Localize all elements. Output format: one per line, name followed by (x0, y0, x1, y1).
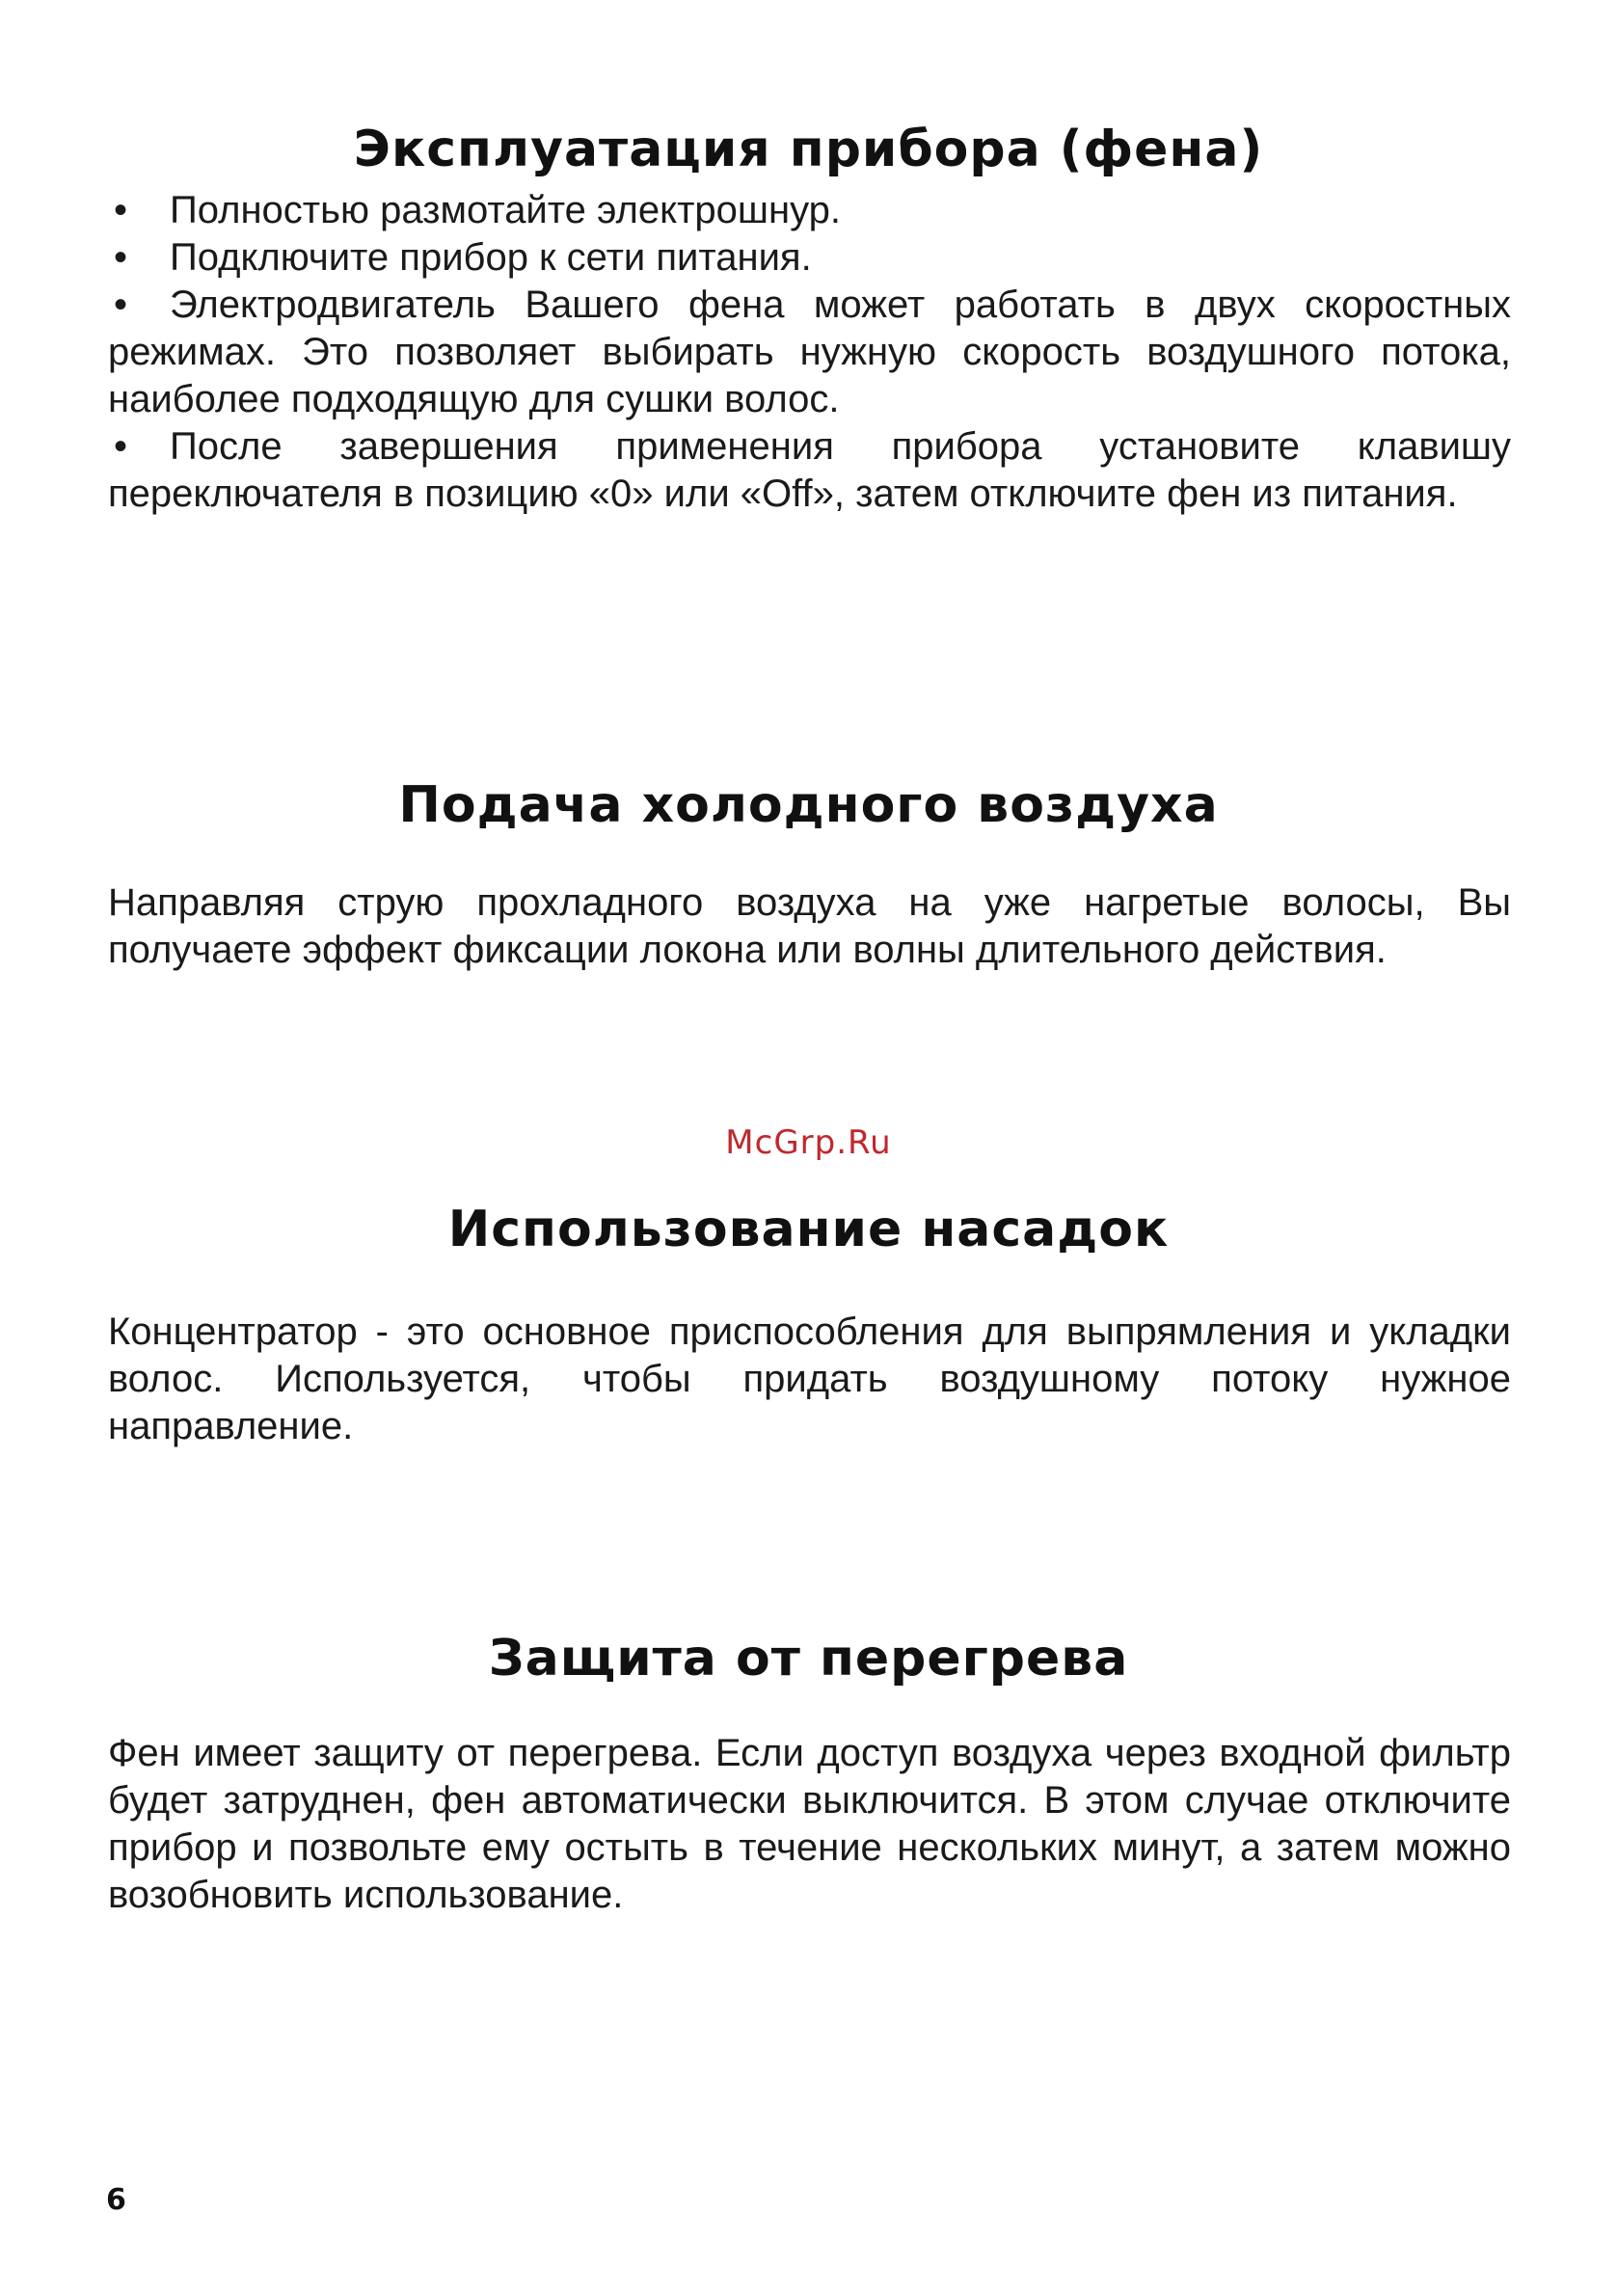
operation-section (108, 187, 1511, 518)
list-item (108, 282, 1511, 423)
heading-operation: Эксплуатация прибора (фена) (353, 121, 1264, 178)
heading-attachments: Использование насадок (447, 1201, 1170, 1258)
bullet-icon: • (114, 189, 128, 231)
bullet-icon: • (114, 425, 128, 468)
list-item-text: После завершения применения прибора установите клавишу переключателя в позицию «0» или «Off», затем отключите фен из питания. (108, 425, 1511, 515)
list-item (108, 234, 1511, 282)
list-item (108, 187, 1511, 234)
watermark: McGrp.Ru (725, 1123, 892, 1162)
list-item-text: Подключите прибор к сети питания. (170, 236, 812, 279)
list-item-text: Полностью размотайте электрошнур. (170, 189, 841, 231)
bullet-icon: • (114, 236, 128, 279)
heading-overheat: Защита от перегрева (488, 1630, 1129, 1688)
cold-air-text: Направляя струю прохладного воздуха на уже нагретые волосы, Вы получаете эффект фиксации локона или волны длительного действия. (108, 881, 1511, 971)
bullet-icon: • (114, 284, 128, 326)
page-number: 6 (106, 2183, 126, 2217)
operation-bullet-list (108, 187, 1511, 518)
list-item (108, 423, 1511, 518)
attachments-text: Концентратор - это основное приспособления для выпрямления и укладки волос. Используется, чтобы придать воздушному потоку нужное направление. (108, 1310, 1511, 1447)
overheat-text: Фен имеет защиту от перегрева. Если доступ воздуха через входной фильтр будет затруднен, фен автоматически выключится. В этом случае отключите прибор и позвольте ему остыть в течение нескольких минут, а затем можно возобновить использование. (108, 1732, 1511, 1916)
heading-cold-air: Подача холодного воздуха (398, 776, 1219, 834)
list-item-text: Электродвигатель Вашего фена может работать в двух скоростных режимах. Это позволяет выбирать нужную скорость воздушного потока, наиболее подходящую для сушки волос. (108, 284, 1511, 420)
